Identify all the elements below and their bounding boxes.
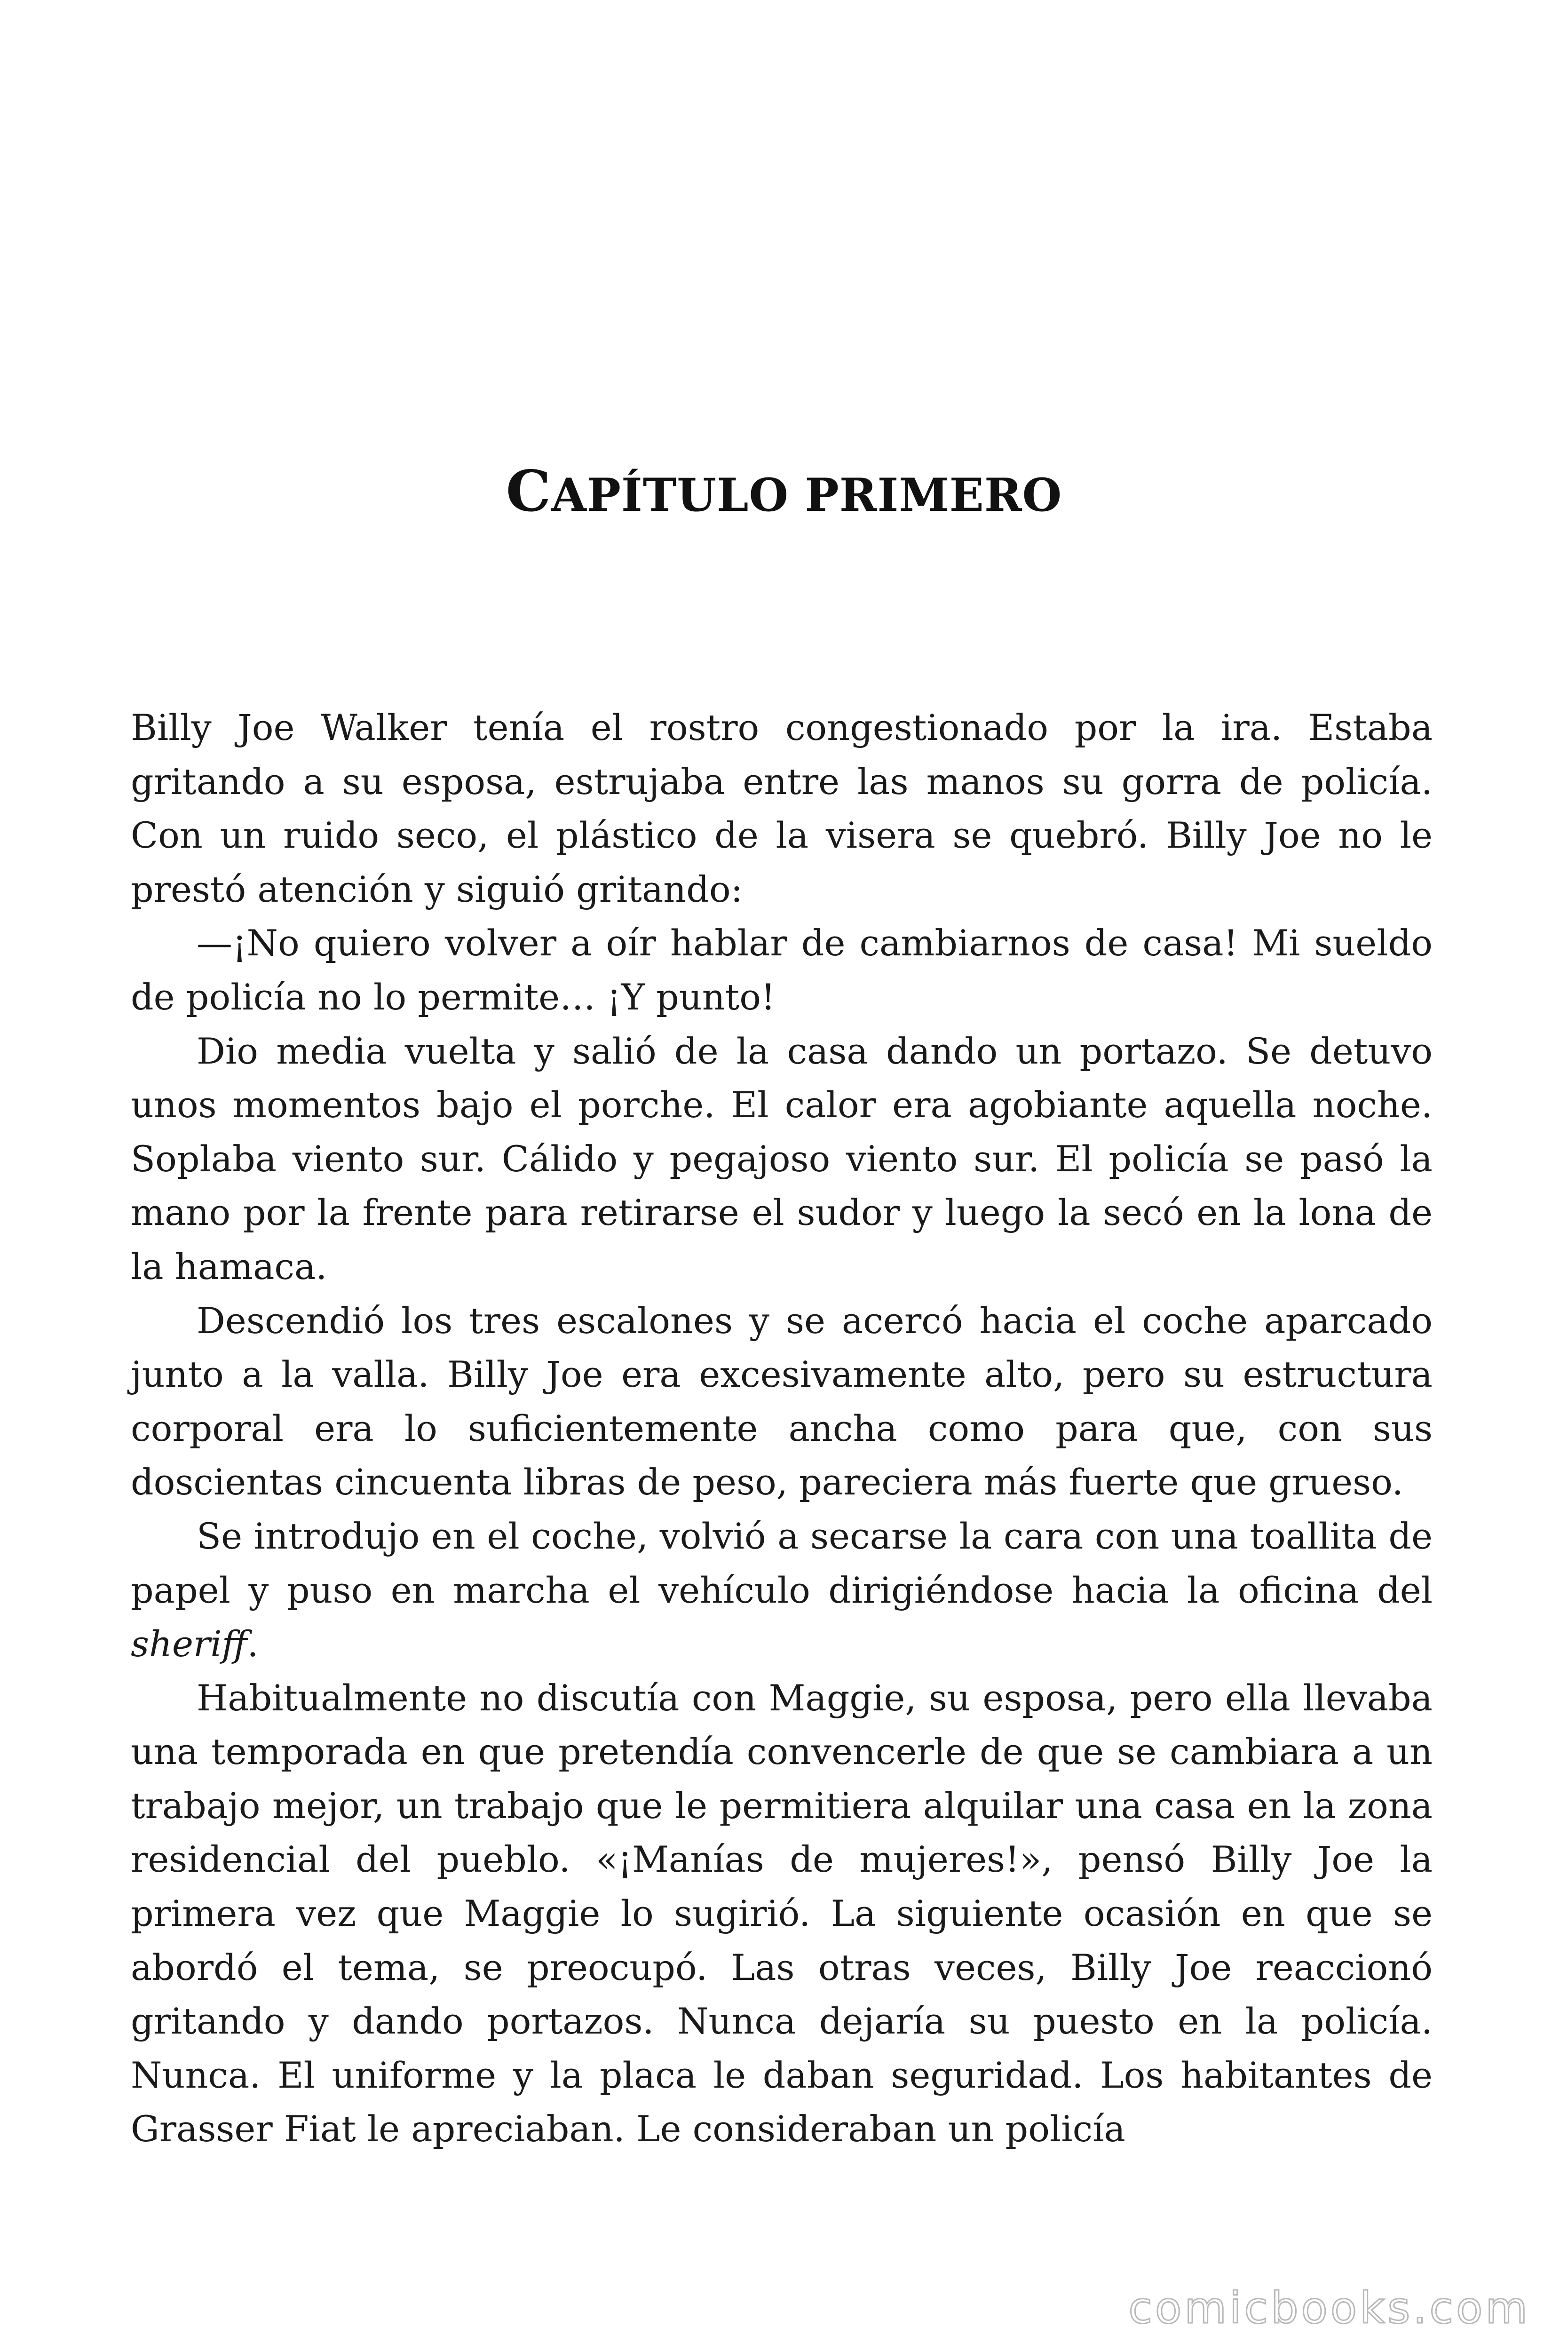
paragraph <box>131 1510 1433 1671</box>
italic-word: sheriff <box>131 1623 247 1665</box>
paragraph: —¡No quiero volver a oír hablar de cambiarnos de casa! Mi sueldo de policía no lo permite… ¡Y punto! <box>131 922 1433 1018</box>
paragraph: Dio media vuelta y salió de la casa dando un portazo. Se detuvo unos momentos bajo el porche. El calor era agobiante aquella noche. Soplaba viento sur. Cálido y pegajoso viento sur. El policía se pasó la mano por la frente para retirarse el sudor y luego la secó en la lona de la hamaca. <box>131 1030 1433 1287</box>
chapter-title-initial: C <box>506 458 552 524</box>
watermark: comicbooks.com <box>1128 2283 1530 2333</box>
chapter-title <box>0 459 1568 528</box>
chapter-title-rest: APÍTULO PRIMERO <box>551 469 1062 522</box>
chapter-body <box>131 701 1433 2156</box>
paragraph: Habitualmente no discutía con Maggie, su esposa, pero ella llevaba una temporada en que pretendía convencerle de que se cambiara a un trabajo mejor, un trabajo que le permitiera alquilar una casa en la zona residencial del pueblo. «¡Manías de mujeres!», pensó Billy Joe la primera vez que Maggie lo sugirió. La siguiente ocasión en que se abordó el tema, se preocupó. Las otras veces, Billy Joe reaccionó gritando y dando portazos. Nunca dejaría su puesto en la policía. Nunca. El uniforme y la placa le daban seguridad. Los habitantes de Grasser Fiat le apreciaban. Le consideraban un policía <box>131 1677 1433 2150</box>
paragraph: Billy Joe Walker tenía el rostro congestionado por la ira. Estaba gritando a su esposa, estrujaba entre las manos su gorra de policía. Con un ruido seco, el plástico de la visera se quebró. Billy Joe no le prestó atención y siguió gritando: <box>131 707 1433 910</box>
paragraph-text: Se introdujo en el coche, volvió a secarse la cara con una toallita de papel y puso en marcha el vehículo dirigiéndose hacia la oficina del <box>131 1515 1433 1611</box>
paragraph: Descendió los tres escalones y se acercó hacia el coche aparcado junto a la valla. Billy Joe era excesivamente alto, pero su estructura corporal era lo suficientemente ancha como para que, con sus doscientas cincuenta libras de peso, pareciera más fuerte que grueso. <box>131 1299 1433 1503</box>
paragraph-text: . <box>247 1623 259 1665</box>
